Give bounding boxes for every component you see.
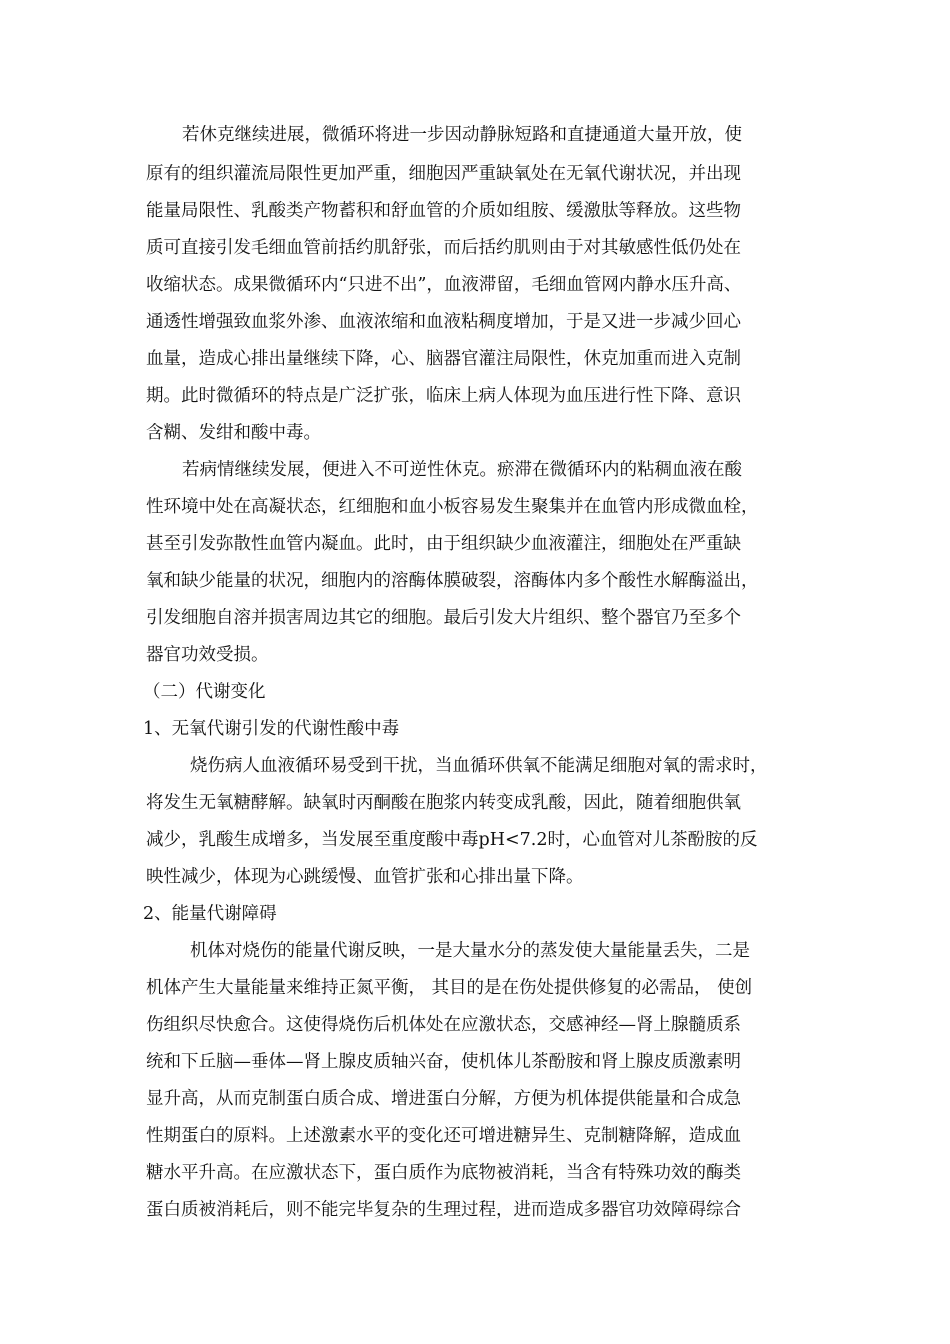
subsection-heading: 1、无氧代谢引发的代谢性酸中毒 (143, 719, 400, 739)
text-line: 能量局限性、乳酸类产物蓄积和舒血管的介质如组胺、缓激肽等释放。这些物 (146, 201, 741, 221)
text-line: 将发生无氧糖酵解。缺氧时丙酮酸在胞浆内转变成乳酸，因此，随着细胞供氧 (146, 793, 741, 813)
text-line: 若休克继续进展，微循环将进一步因动静脉短路和直捷通道大量开放，使 (182, 125, 742, 145)
text-line: 减少，乳酸生成增多，当发展至重度酸中毒pH<7.2时，心血管对儿茶酚胺的反 (146, 830, 758, 850)
text-line: 质可直接引发毛细血管前括约肌舒张，而后括约肌则由于对其敏感性低仍处在 (146, 238, 741, 258)
text-line: 伤组织尽快愈合。这使得烧伤后机体处在应激状态，交感神经—肾上腺髓质系 (146, 1015, 741, 1035)
text-line: 性期蛋白的原料。上述激素水平的变化还可增进糖异生、克制糖降解，造成血 (146, 1126, 741, 1146)
text-line: 机体产生大量能量来维持正氮平衡， 其目的是在伤处提供修复的必需品， 使创 (146, 978, 753, 998)
section-heading: （二）代谢变化 (143, 682, 266, 702)
text-line: 统和下丘脑—垂体—肾上腺皮质轴兴奋，使机体儿茶酚胺和肾上腺皮质激素明 (146, 1052, 741, 1072)
text-line: 烧伤病人血液循环易受到干扰，当血循环供氧不能满足细胞对氧的需求时， (190, 756, 768, 776)
subsection-heading: 2、能量代谢障碍 (143, 904, 277, 924)
text-line: 若病情继续发展，便进入不可逆性休克。瘀滞在微循环内的粘稠血液在酸 (182, 460, 742, 480)
text-line: 甚至引发弥散性血管内凝血。此时，由于组织缺少血液灌注，细胞处在严重缺 (146, 534, 741, 554)
text-line: 收缩状态。成果微循环内“只进不出”，血液滞留，毛细血管网内静水压升高、 (146, 275, 742, 295)
text-line: 性环境中处在高凝状态，红细胞和血小板容易发生聚集并在血管内形成微血栓， (146, 497, 759, 517)
text-line: 映性减少，体现为心跳缓慢、血管扩张和心排出量下降。 (146, 867, 584, 887)
text-line: 氧和缺少能量的状况，细胞内的溶酶体膜破裂，溶酶体内多个酸性水解酶溢出， (146, 571, 759, 591)
text-line: 引发细胞自溶并损害周边其它的细胞。最后引发大片组织、整个器官乃至多个 (146, 608, 741, 628)
text-line: 含糊、发绀和酸中毒。 (146, 423, 321, 443)
text-line: 糖水平升高。在应激状态下，蛋白质作为底物被消耗，当含有特殊功效的酶类 (146, 1163, 741, 1183)
text-line: 器官功效受损。 (146, 645, 269, 665)
text-line: 蛋白质被消耗后，则不能完毕复杂的生理过程，进而造成多器官功效障碍综合 (146, 1200, 741, 1220)
text-line: 显升高，从而克制蛋白质合成、增进蛋白分解，方便为机体提供能量和合成急 (146, 1089, 741, 1109)
text-line: 通透性增强致血浆外渗、血液浓缩和血液粘稠度增加，于是又进一步减少回心 (146, 312, 741, 332)
text-line: 血量，造成心排出量继续下降，心、脑器官灌注局限性，休克加重而进入克制 (146, 349, 741, 369)
text-line: 原有的组织灌流局限性更加严重，细胞因严重缺氧处在无氧代谢状况，并出现 (146, 164, 741, 184)
text-line: 机体对烧伤的能量代谢反映，一是大量水分的蒸发使大量能量丢失，二是 (190, 941, 750, 961)
text-line: 期。此时微循环的特点是广泛扩张，临床上病人体现为血压进行性下降、意识 (146, 386, 741, 406)
